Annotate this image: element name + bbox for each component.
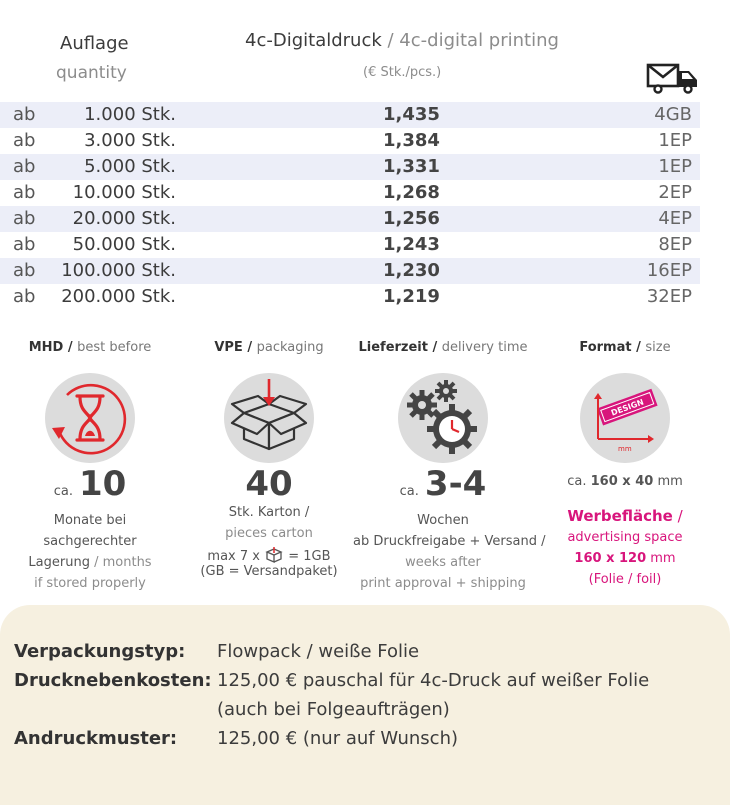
table-row: ab 5.000 Stk. 1,331 1EP bbox=[0, 154, 700, 180]
best-before-info: MHD / best before ca. 10 Monate bei sachgerechter Lagerung / months if stored properly bbox=[0, 340, 180, 594]
mail-truck-icon bbox=[646, 62, 700, 98]
quantity-heading-en: quantity bbox=[56, 63, 127, 83]
delivery-time-value: 3-4 bbox=[424, 464, 487, 504]
price-table-header bbox=[0, 30, 730, 100]
best-before-value: 10 bbox=[78, 464, 127, 504]
detail-row: Verpackungstyp: Flowpack / weiße Folie bbox=[14, 641, 420, 662]
svg-text:DESIGN: DESIGN bbox=[609, 397, 645, 418]
hourglass-icon bbox=[45, 373, 135, 463]
table-row: ab 3.000 Stk. 1,384 1EP bbox=[13, 130, 692, 151]
unit-label: (€ Stk./pcs.) bbox=[363, 65, 442, 80]
advertising-space-label: Werbefläche bbox=[567, 507, 673, 525]
detail-row-continued: (auch bei Folgeaufträgen) bbox=[217, 699, 450, 720]
delivery-time-info: Lieferzeit / delivery time ca. 3-4 Wochen ab Druckfreigabe + Versand / weeks after print approval + shipping bbox=[353, 340, 546, 591]
delivery-time-label: Lieferzeit / delivery time bbox=[358, 340, 528, 355]
box-icon bbox=[224, 373, 314, 463]
format-size-value: 160 x 40 bbox=[590, 474, 654, 489]
table-row: ab 200.000 Stk. 1,219 32EP bbox=[13, 286, 692, 307]
mini-box-icon bbox=[264, 547, 284, 563]
svg-text:mm: mm bbox=[618, 445, 632, 453]
table-row: ab 10.000 Stk. 1,268 2EP bbox=[13, 182, 692, 203]
packaging-info: VPE / packaging 40 Stk. Karton / pieces carton max 7 x = 1GB (GB = Versandpaket) bbox=[179, 340, 359, 579]
best-before-label: MHD / best before bbox=[28, 340, 152, 355]
packaging-value: 40 bbox=[245, 464, 293, 504]
format-info: Format / size DESIGN mm ca. 160 x 40 mm Werbefläche / advertising space 160 x 120 mm (Folie / foil) bbox=[535, 340, 715, 590]
price-table bbox=[0, 102, 700, 310]
format-label: Format / size bbox=[579, 340, 671, 355]
table-row: ab 20.000 Stk. 1,256 4EP bbox=[0, 206, 700, 232]
detail-row: Drucknebenkosten: 125,00 € pauschal für 4c-Druck auf weißer Folie bbox=[14, 670, 650, 691]
details-panel bbox=[0, 605, 730, 805]
design-format-icon bbox=[580, 373, 670, 463]
packaging-label: VPE / packaging bbox=[214, 340, 324, 355]
gears-clock-icon bbox=[398, 373, 488, 463]
table-row: ab 1.000 Stk. 1,435 4GB bbox=[0, 102, 700, 128]
table-row: ab 100.000 Stk. 1,230 16EP bbox=[0, 258, 700, 284]
detail-row: Andruckmuster: 125,00 € (nur auf Wunsch) bbox=[14, 728, 459, 749]
quantity-heading: Auflage bbox=[60, 33, 129, 54]
print-type-heading: 4c-Digitaldruck / 4c-digital printing bbox=[245, 30, 559, 51]
table-row: ab 50.000 Stk. 1,243 8EP bbox=[13, 234, 692, 255]
